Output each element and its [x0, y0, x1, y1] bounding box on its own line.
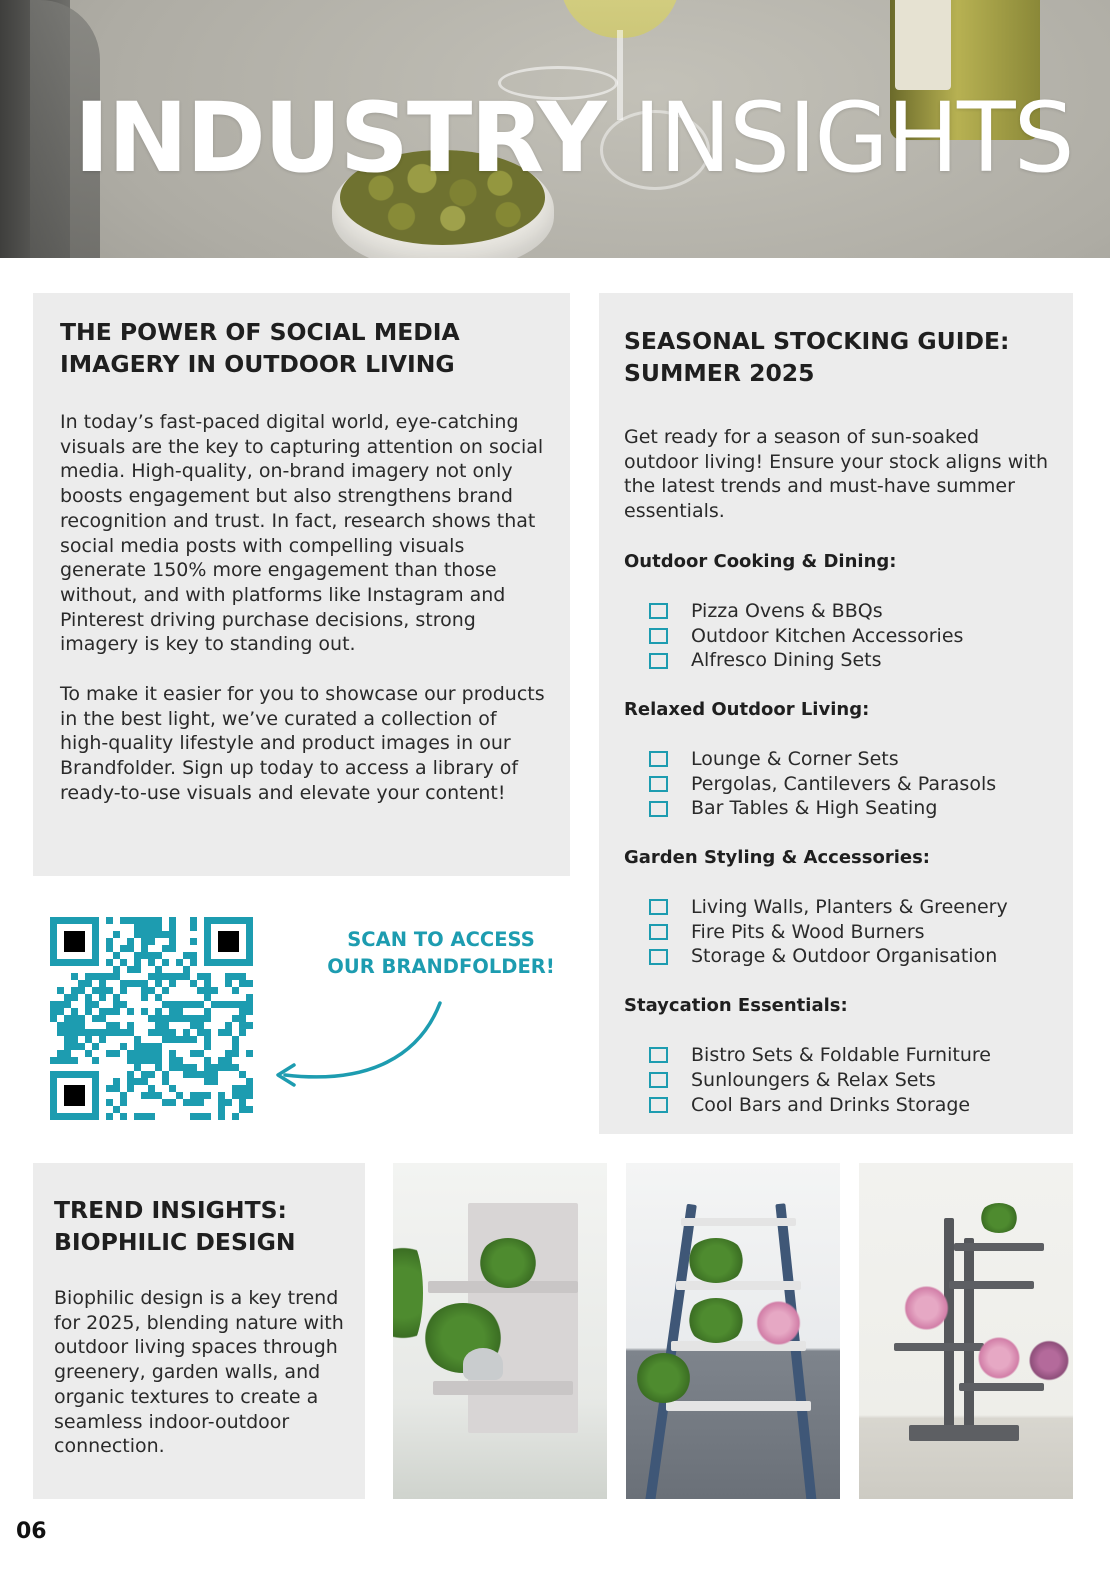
- flower-pot: [751, 1298, 806, 1348]
- checklist-item: [649, 1043, 1053, 1068]
- checklist-item-label: Bar Tables & High Seating: [691, 797, 938, 820]
- checklist-item-label: Fire Pits & Wood Burners: [691, 920, 925, 943]
- trend-title-line-2: BIOPHILIC DESIGN: [54, 1228, 296, 1256]
- stand-post-2: [964, 1238, 974, 1438]
- checklist-item: [649, 648, 1053, 673]
- stand-tier-2: [949, 1281, 1034, 1289]
- ladder-shelf-1: [681, 1218, 796, 1226]
- trend-title: [54, 1194, 345, 1258]
- trend-insights-panel: [33, 1163, 365, 1499]
- heather-pot: [1024, 1338, 1073, 1383]
- trend-body: Biophilic design is a key trend for 2025, blending nature with outdoor living spaces through greenery, garden walls, and organic textures to create a seamless indoor-outdoor connection.: [54, 1287, 344, 1458]
- flower-pot-2: [974, 1333, 1024, 1383]
- category-title: Relaxed Outdoor Living:: [624, 698, 870, 720]
- checkbox-icon[interactable]: [649, 751, 668, 767]
- social-media-paragraph-2: To make it easier for you to showcase our products in the best light, we’ve curated a collection of high-quality lifestyle and product images in our Brandfolder. Sign up today to access a library of ready-to-use visuals and elevate your content!: [60, 683, 545, 804]
- social-media-title: THE POWER OF SOCIAL MEDIA IMAGERY IN OUTDOOR LIVING: [60, 318, 460, 378]
- checklist-item-label: Living Walls, Planters & Greenery: [691, 896, 1008, 919]
- category-list: [624, 550, 1053, 1117]
- checklist-item-label: Pizza Ovens & BBQs: [691, 599, 883, 622]
- page-title-light: INSIGHTS: [633, 82, 1073, 194]
- category-items: [649, 599, 1053, 673]
- checklist-item: [649, 747, 1053, 772]
- checklist-item: [649, 624, 1053, 649]
- wall-shelf-planter-photo: [393, 1163, 607, 1499]
- wall-greenery: [393, 1233, 423, 1353]
- checkbox-icon[interactable]: [649, 801, 668, 817]
- curved-arrow-icon: [270, 995, 450, 1090]
- checklist-item: [649, 944, 1053, 969]
- checkbox-icon[interactable]: [649, 653, 668, 669]
- checklist-item: [649, 772, 1053, 797]
- checklist-item-label: Bistro Sets & Foldable Furniture: [691, 1044, 991, 1067]
- category-title: Garden Styling & Accessories:: [624, 847, 930, 869]
- category-items: [649, 747, 1053, 821]
- stand-tier-3: [894, 1343, 984, 1351]
- stand-tier-4: [959, 1383, 1044, 1391]
- checklist-item-label: Alfresco Dining Sets: [691, 649, 882, 672]
- watering-can: [463, 1348, 503, 1380]
- shelf-plant: [686, 1298, 746, 1343]
- checkbox-icon[interactable]: [649, 628, 668, 644]
- checkbox-icon[interactable]: [649, 776, 668, 792]
- checkbox-icon[interactable]: [649, 1072, 668, 1088]
- checklist-item-label: Storage & Outdoor Organisation: [691, 945, 998, 968]
- page-title: [74, 78, 1073, 198]
- checklist-item: [649, 895, 1053, 920]
- seasonal-guide-title: SEASONAL STOCKING GUIDE: SUMMER 2025: [624, 327, 1010, 387]
- category-items: [649, 1043, 1053, 1117]
- checklist-item-label: Sunloungers & Relax Sets: [691, 1068, 936, 1091]
- checkbox-icon[interactable]: [649, 924, 668, 940]
- checklist-item-label: Outdoor Kitchen Accessories: [691, 624, 964, 647]
- trend-title-line-1: TREND INSIGHTS:: [54, 1196, 287, 1224]
- qr-finder-top-right: [204, 917, 253, 966]
- checklist-item-label: Lounge & Corner Sets: [691, 747, 899, 770]
- checklist-item: [649, 920, 1053, 945]
- checklist-item-label: Cool Bars and Drinks Storage: [691, 1093, 971, 1116]
- ladder-leg-right: [775, 1203, 816, 1499]
- ladder-shelf-2: [676, 1281, 801, 1290]
- top-plant: [979, 1203, 1019, 1233]
- checkbox-icon[interactable]: [649, 899, 668, 915]
- checkbox-icon[interactable]: [649, 603, 668, 619]
- ladder-shelf-4: [666, 1401, 811, 1411]
- seasonal-guide-panel: [599, 293, 1073, 1134]
- seasonal-guide-intro: Get ready for a season of sun-soaked outdoor living! Ensure your stock aligns with the latest trends and must-have summer essentials.: [624, 426, 1049, 523]
- hero-banner: [0, 0, 1110, 258]
- scan-line-2: OUR BRANDFOLDER!: [327, 955, 555, 978]
- checkbox-icon[interactable]: [649, 949, 668, 965]
- stand-post: [944, 1218, 954, 1438]
- page-number: 06: [16, 1519, 47, 1544]
- checklist-item: [649, 1093, 1053, 1118]
- qr-finder-bottom-left: [50, 1071, 99, 1120]
- category-title: Outdoor Cooking & Dining:: [624, 550, 897, 572]
- checkbox-icon[interactable]: [649, 1047, 668, 1063]
- qr-code-icon[interactable]: [50, 917, 253, 1120]
- floor-plant: [636, 1353, 691, 1403]
- checklist-item-label: Pergolas, Cantilevers & Parasols: [691, 772, 997, 795]
- lower-shelf: [433, 1381, 573, 1395]
- checkbox-icon[interactable]: [649, 1097, 668, 1113]
- category-title: Staycation Essentials:: [624, 995, 848, 1017]
- checklist-item: [649, 599, 1053, 624]
- checklist-item: [649, 1068, 1053, 1093]
- page-title-bold: INDUSTRY: [74, 82, 605, 194]
- bottle-label: [895, 0, 951, 90]
- checklist-item: [649, 796, 1053, 821]
- stand-tier-1: [954, 1243, 1044, 1251]
- tiered-plant-stand-photo: [859, 1163, 1073, 1499]
- social-media-panel: [33, 293, 570, 876]
- social-media-paragraph-1: In today’s fast-paced digital world, eye-catching visuals are the key to capturing attention on social media. High-quality, on-brand imagery not only boosts engagement but also strengthens brand recognition and trust. In fact, research shows that social media posts with compelling visuals generate 150% more engagement than those without, and with platforms like Instagram and Pinterest driving purchase decisions, strong imagery is key to standing out.: [60, 411, 544, 656]
- scan-instruction: [316, 926, 566, 980]
- herb-plant: [478, 1238, 538, 1288]
- herb-crate-plant: [686, 1238, 746, 1283]
- category-items: [649, 895, 1053, 969]
- qr-finder-top-left: [50, 917, 99, 966]
- ladder-shelf-planter-photo: [626, 1163, 840, 1499]
- scan-line-1: SCAN TO ACCESS: [347, 928, 535, 951]
- stand-base: [909, 1425, 1019, 1441]
- flower-bucket: [899, 1283, 954, 1333]
- ladder-leg-left: [645, 1204, 697, 1499]
